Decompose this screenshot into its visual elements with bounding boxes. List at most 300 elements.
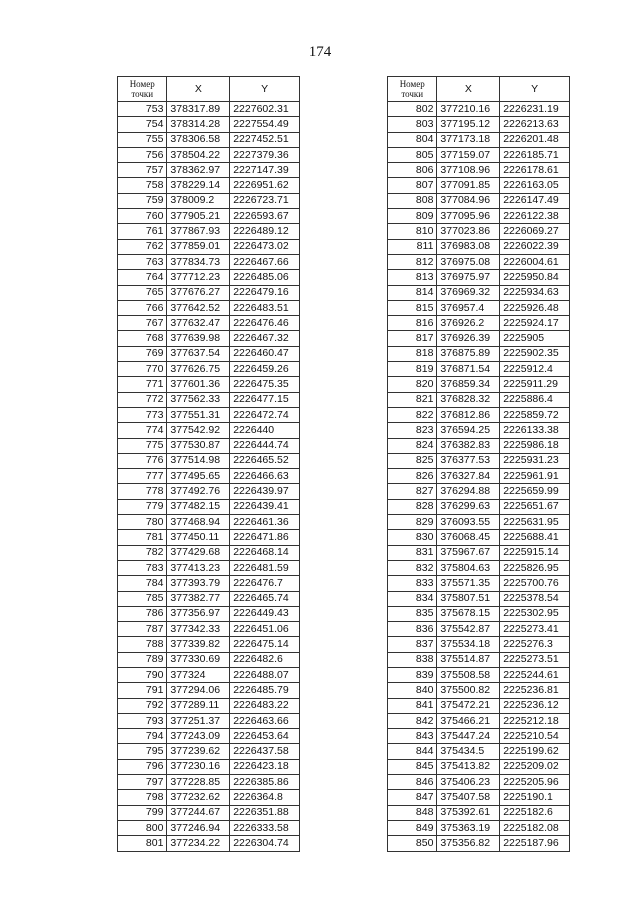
table-row	[388, 438, 570, 453]
page-number: 174	[308, 44, 332, 60]
cell-y: 2226465.74	[230, 591, 300, 606]
cell-y: 2226488.07	[230, 667, 300, 682]
table-row	[118, 469, 300, 484]
cell-y: 2225190.1	[500, 790, 570, 805]
cell-x: 375466.21	[437, 713, 500, 728]
cell-y: 2225205.96	[500, 775, 570, 790]
cell-point-number: 843	[388, 729, 437, 744]
cell-y: 2226476.46	[230, 316, 300, 331]
cell-y: 2225934.63	[500, 285, 570, 300]
cell-y: 2226444.74	[230, 438, 300, 453]
cell-point-number: 777	[118, 469, 167, 484]
cell-y: 2226479.16	[230, 285, 300, 300]
table-row	[388, 285, 570, 300]
cell-x: 377514.98	[167, 453, 230, 468]
cell-point-number: 812	[388, 254, 437, 269]
table-body-right	[388, 102, 570, 852]
table-row	[118, 193, 300, 208]
cell-y: 2226004.61	[500, 254, 570, 269]
cell-y: 2226468.14	[230, 545, 300, 560]
table-row	[118, 484, 300, 499]
cell-point-number: 822	[388, 407, 437, 422]
cell-point-number: 772	[118, 392, 167, 407]
table-row	[118, 423, 300, 438]
cell-point-number: 781	[118, 530, 167, 545]
cell-y: 2225886.4	[500, 392, 570, 407]
cell-y: 2226147.49	[500, 193, 570, 208]
cell-x: 376382.83	[437, 438, 500, 453]
cell-point-number: 757	[118, 163, 167, 178]
cell-y: 2225961.91	[500, 469, 570, 484]
cell-point-number: 849	[388, 820, 437, 835]
cell-y: 2225631.95	[500, 515, 570, 530]
cell-point-number: 835	[388, 606, 437, 621]
cell-y: 2227602.31	[230, 102, 300, 117]
cell-y: 2225926.48	[500, 300, 570, 315]
cell-x: 377210.16	[437, 102, 500, 117]
cell-y: 2225700.76	[500, 576, 570, 591]
cell-x: 376871.54	[437, 362, 500, 377]
cell-y: 2226482.6	[230, 652, 300, 667]
cell-x: 377676.27	[167, 285, 230, 300]
cell-x: 376983.08	[437, 239, 500, 254]
table-row	[388, 729, 570, 744]
cell-y: 2225931.23	[500, 453, 570, 468]
table-row	[118, 163, 300, 178]
header-num-line1: Номер	[399, 79, 425, 89]
cell-y: 2226475.35	[230, 377, 300, 392]
cell-x: 378317.89	[167, 102, 230, 117]
cell-x: 377637.54	[167, 346, 230, 361]
header-point-number	[388, 77, 437, 102]
cell-x: 377084.96	[437, 193, 500, 208]
table-row	[388, 331, 570, 346]
coordinates-table-left	[117, 76, 300, 852]
cell-point-number: 776	[118, 453, 167, 468]
cell-x: 377468.94	[167, 515, 230, 530]
table-row	[388, 790, 570, 805]
table-row	[388, 423, 570, 438]
cell-y: 2225912.4	[500, 362, 570, 377]
cell-x: 377551.31	[167, 407, 230, 422]
cell-x: 377159.07	[437, 147, 500, 162]
table-row	[388, 560, 570, 575]
table-row	[118, 331, 300, 346]
cell-x: 375534.18	[437, 637, 500, 652]
table-row	[388, 209, 570, 224]
cell-y: 2226163.05	[500, 178, 570, 193]
cell-y: 2226465.52	[230, 453, 300, 468]
table-row	[388, 744, 570, 759]
cell-y: 2225199.62	[500, 744, 570, 759]
cell-x: 375447.24	[437, 729, 500, 744]
cell-y: 2227554.49	[230, 117, 300, 132]
cell-x: 377495.65	[167, 469, 230, 484]
table-row	[118, 499, 300, 514]
cell-y: 2226475.14	[230, 637, 300, 652]
cell-x: 377859.01	[167, 239, 230, 254]
table-row	[118, 713, 300, 728]
cell-point-number: 806	[388, 163, 437, 178]
table-row	[118, 515, 300, 530]
cell-x: 375807.51	[437, 591, 500, 606]
cell-x: 377294.06	[167, 683, 230, 698]
cell-point-number: 815	[388, 300, 437, 315]
table-row	[388, 637, 570, 652]
table-row	[388, 362, 570, 377]
cell-point-number: 770	[118, 362, 167, 377]
cell-x: 375413.82	[437, 759, 500, 774]
cell-y: 2226451.06	[230, 622, 300, 637]
cell-y: 2226213.63	[500, 117, 570, 132]
cell-point-number: 782	[118, 545, 167, 560]
cell-point-number: 841	[388, 698, 437, 713]
cell-point-number: 848	[388, 805, 437, 820]
cell-x: 375392.61	[437, 805, 500, 820]
cell-y: 2225924.17	[500, 316, 570, 331]
cell-x: 377324	[167, 667, 230, 682]
table-row	[118, 407, 300, 422]
cell-y: 2226364.8	[230, 790, 300, 805]
table-row	[118, 270, 300, 285]
cell-y: 2226461.36	[230, 515, 300, 530]
cell-y: 2225187.96	[500, 836, 570, 851]
table-row	[118, 285, 300, 300]
cell-y: 2226437.58	[230, 744, 300, 759]
cell-y: 2225276.3	[500, 637, 570, 652]
cell-y: 2226178.61	[500, 163, 570, 178]
table-row	[388, 652, 570, 667]
cell-y: 2226439.97	[230, 484, 300, 499]
table-row	[388, 239, 570, 254]
table-row	[388, 316, 570, 331]
table-row	[388, 407, 570, 422]
cell-point-number: 825	[388, 453, 437, 468]
cell-x: 377108.96	[437, 163, 500, 178]
cell-x: 378306.58	[167, 132, 230, 147]
header-point-number	[118, 77, 167, 102]
cell-point-number: 820	[388, 377, 437, 392]
cell-point-number: 779	[118, 499, 167, 514]
cell-point-number: 780	[118, 515, 167, 530]
cell-point-number: 846	[388, 775, 437, 790]
cell-x: 376327.84	[437, 469, 500, 484]
cell-y: 2226122.38	[500, 209, 570, 224]
table-row	[388, 392, 570, 407]
table-body-left	[118, 102, 300, 852]
cell-point-number: 774	[118, 423, 167, 438]
header-x: X	[437, 77, 500, 102]
cell-point-number: 836	[388, 622, 437, 637]
cell-point-number: 766	[118, 300, 167, 315]
table-row	[388, 270, 570, 285]
cell-point-number: 760	[118, 209, 167, 224]
cell-y: 2225236.12	[500, 698, 570, 713]
cell-point-number: 759	[118, 193, 167, 208]
cell-y: 2225659.99	[500, 484, 570, 499]
table-row	[388, 132, 570, 147]
table-row	[118, 545, 300, 560]
cell-point-number: 808	[388, 193, 437, 208]
table-row	[118, 759, 300, 774]
cell-x: 376875.89	[437, 346, 500, 361]
cell-y: 2226459.26	[230, 362, 300, 377]
cell-x: 376068.45	[437, 530, 500, 545]
table-row	[118, 102, 300, 117]
cell-y: 2226477.15	[230, 392, 300, 407]
cell-point-number: 789	[118, 652, 167, 667]
cell-y: 2226483.22	[230, 698, 300, 713]
table-row	[388, 606, 570, 621]
cell-x: 375678.15	[437, 606, 500, 621]
table-header-row	[118, 77, 300, 102]
cell-point-number: 823	[388, 423, 437, 438]
cell-y: 2225651.67	[500, 499, 570, 514]
cell-point-number: 791	[118, 683, 167, 698]
cell-point-number: 847	[388, 790, 437, 805]
cell-point-number: 765	[118, 285, 167, 300]
cell-x: 377195.12	[437, 117, 500, 132]
cell-y: 2225826.95	[500, 560, 570, 575]
cell-y: 2225236.81	[500, 683, 570, 698]
cell-x: 375514.87	[437, 652, 500, 667]
cell-x: 377330.69	[167, 652, 230, 667]
cell-y: 2227452.51	[230, 132, 300, 147]
table-row	[118, 744, 300, 759]
table-row	[118, 438, 300, 453]
cell-point-number: 767	[118, 316, 167, 331]
table-row	[118, 836, 300, 851]
cell-point-number: 833	[388, 576, 437, 591]
cell-x: 377632.47	[167, 316, 230, 331]
cell-x: 376969.32	[437, 285, 500, 300]
table-header-row	[388, 77, 570, 102]
cell-y: 2226467.32	[230, 331, 300, 346]
cell-x: 377023.86	[437, 224, 500, 239]
cell-point-number: 839	[388, 667, 437, 682]
cell-point-number: 827	[388, 484, 437, 499]
cell-x: 376926.39	[437, 331, 500, 346]
cell-point-number: 850	[388, 836, 437, 851]
cell-x: 377413.23	[167, 560, 230, 575]
table-row	[118, 560, 300, 575]
cell-x: 376828.32	[437, 392, 500, 407]
cell-y: 2225182.6	[500, 805, 570, 820]
cell-x: 377382.77	[167, 591, 230, 606]
cell-point-number: 840	[388, 683, 437, 698]
cell-x: 376926.2	[437, 316, 500, 331]
table-row	[388, 515, 570, 530]
cell-y: 2227147.39	[230, 163, 300, 178]
table-row	[388, 178, 570, 193]
cell-y: 2226440	[230, 423, 300, 438]
cell-x: 375407.58	[437, 790, 500, 805]
cell-point-number: 817	[388, 331, 437, 346]
cell-point-number: 832	[388, 560, 437, 575]
cell-point-number: 816	[388, 316, 437, 331]
table-row	[388, 667, 570, 682]
cell-x: 377339.82	[167, 637, 230, 652]
cell-y: 2226471.86	[230, 530, 300, 545]
cell-x: 377095.96	[437, 209, 500, 224]
cell-x: 377244.67	[167, 805, 230, 820]
cell-point-number: 798	[118, 790, 167, 805]
cell-y: 2225378.54	[500, 591, 570, 606]
cell-point-number: 801	[118, 836, 167, 851]
cell-point-number: 845	[388, 759, 437, 774]
table-row	[118, 147, 300, 162]
table-row	[388, 591, 570, 606]
table-row	[118, 667, 300, 682]
cell-x: 377626.75	[167, 362, 230, 377]
cell-y: 2226449.43	[230, 606, 300, 621]
cell-x: 378504.22	[167, 147, 230, 162]
table-row	[388, 713, 570, 728]
cell-x: 377834.73	[167, 254, 230, 269]
cell-point-number: 828	[388, 499, 437, 514]
cell-y: 2226476.7	[230, 576, 300, 591]
cell-y: 2225244.61	[500, 667, 570, 682]
cell-x: 375434.5	[437, 744, 500, 759]
cell-x: 377482.15	[167, 499, 230, 514]
cell-x: 376975.97	[437, 270, 500, 285]
cell-y: 2225273.41	[500, 622, 570, 637]
cell-x: 377091.85	[437, 178, 500, 193]
cell-y: 2226483.51	[230, 300, 300, 315]
table-row	[388, 499, 570, 514]
cell-point-number: 756	[118, 147, 167, 162]
cell-point-number: 764	[118, 270, 167, 285]
cell-x: 377232.62	[167, 790, 230, 805]
table-row	[118, 300, 300, 315]
cell-x: 375804.63	[437, 560, 500, 575]
cell-y: 2226485.06	[230, 270, 300, 285]
cell-y: 2226466.63	[230, 469, 300, 484]
cell-point-number: 778	[118, 484, 167, 499]
table-row	[118, 377, 300, 392]
cell-x: 377342.33	[167, 622, 230, 637]
cell-point-number: 829	[388, 515, 437, 530]
header-y: Y	[230, 77, 300, 102]
table-row	[388, 163, 570, 178]
cell-point-number: 788	[118, 637, 167, 652]
cell-x: 375571.35	[437, 576, 500, 591]
table-row	[118, 178, 300, 193]
cell-x: 376812.86	[437, 407, 500, 422]
cell-point-number: 768	[118, 331, 167, 346]
cell-x: 375472.21	[437, 698, 500, 713]
table-row	[118, 239, 300, 254]
cell-point-number: 837	[388, 637, 437, 652]
cell-y: 2225210.54	[500, 729, 570, 744]
cell-point-number: 826	[388, 469, 437, 484]
cell-x: 377542.92	[167, 423, 230, 438]
cell-point-number: 761	[118, 224, 167, 239]
cell-x: 376093.55	[437, 515, 500, 530]
cell-y: 2226467.66	[230, 254, 300, 269]
cell-y: 2225902.35	[500, 346, 570, 361]
cell-point-number: 838	[388, 652, 437, 667]
table-row	[118, 316, 300, 331]
header-x: X	[167, 77, 230, 102]
cell-x: 376957.4	[437, 300, 500, 315]
cell-y: 2226473.02	[230, 239, 300, 254]
cell-y: 2226460.47	[230, 346, 300, 361]
table-row	[388, 147, 570, 162]
header-num-line1: Номер	[129, 79, 155, 89]
cell-y: 2226022.39	[500, 239, 570, 254]
cell-point-number: 809	[388, 209, 437, 224]
cell-x: 375508.58	[437, 667, 500, 682]
table-row	[388, 346, 570, 361]
cell-x: 377393.79	[167, 576, 230, 591]
table-row	[118, 453, 300, 468]
table-row	[388, 759, 570, 774]
cell-point-number: 842	[388, 713, 437, 728]
cell-point-number: 802	[388, 102, 437, 117]
table-row	[388, 102, 570, 117]
cell-x: 377639.98	[167, 331, 230, 346]
cell-point-number: 810	[388, 224, 437, 239]
cell-point-number: 793	[118, 713, 167, 728]
table-row	[118, 209, 300, 224]
cell-point-number: 763	[118, 254, 167, 269]
cell-x: 375356.82	[437, 836, 500, 851]
table-row	[388, 622, 570, 637]
cell-y: 2226723.71	[230, 193, 300, 208]
cell-x: 378314.28	[167, 117, 230, 132]
cell-x: 377712.23	[167, 270, 230, 285]
table-row	[118, 606, 300, 621]
table-row	[118, 637, 300, 652]
cell-y: 2225212.18	[500, 713, 570, 728]
cell-point-number: 773	[118, 407, 167, 422]
cell-y: 2226463.66	[230, 713, 300, 728]
cell-point-number: 813	[388, 270, 437, 285]
cell-point-number: 807	[388, 178, 437, 193]
cell-x: 377251.37	[167, 713, 230, 728]
cell-point-number: 804	[388, 132, 437, 147]
cell-y: 2226481.59	[230, 560, 300, 575]
cell-point-number: 754	[118, 117, 167, 132]
cell-x: 378009.2	[167, 193, 230, 208]
cell-point-number: 784	[118, 576, 167, 591]
table-row	[388, 683, 570, 698]
cell-point-number: 834	[388, 591, 437, 606]
table-row	[388, 117, 570, 132]
table-row	[118, 591, 300, 606]
cell-point-number: 753	[118, 102, 167, 117]
cell-x: 376294.88	[437, 484, 500, 499]
cell-y: 2226593.67	[230, 209, 300, 224]
table-row	[388, 805, 570, 820]
cell-point-number: 811	[388, 239, 437, 254]
table-row	[388, 530, 570, 545]
table-row	[388, 254, 570, 269]
table-row	[118, 132, 300, 147]
table-row	[118, 576, 300, 591]
cell-x: 376594.25	[437, 423, 500, 438]
table-row	[388, 469, 570, 484]
table-row	[388, 836, 570, 851]
cell-x: 375542.87	[437, 622, 500, 637]
table-row	[118, 392, 300, 407]
cell-point-number: 824	[388, 438, 437, 453]
table-row	[388, 300, 570, 315]
cell-x: 375500.82	[437, 683, 500, 698]
cell-y: 2225182.08	[500, 820, 570, 835]
cell-y: 2226351.88	[230, 805, 300, 820]
